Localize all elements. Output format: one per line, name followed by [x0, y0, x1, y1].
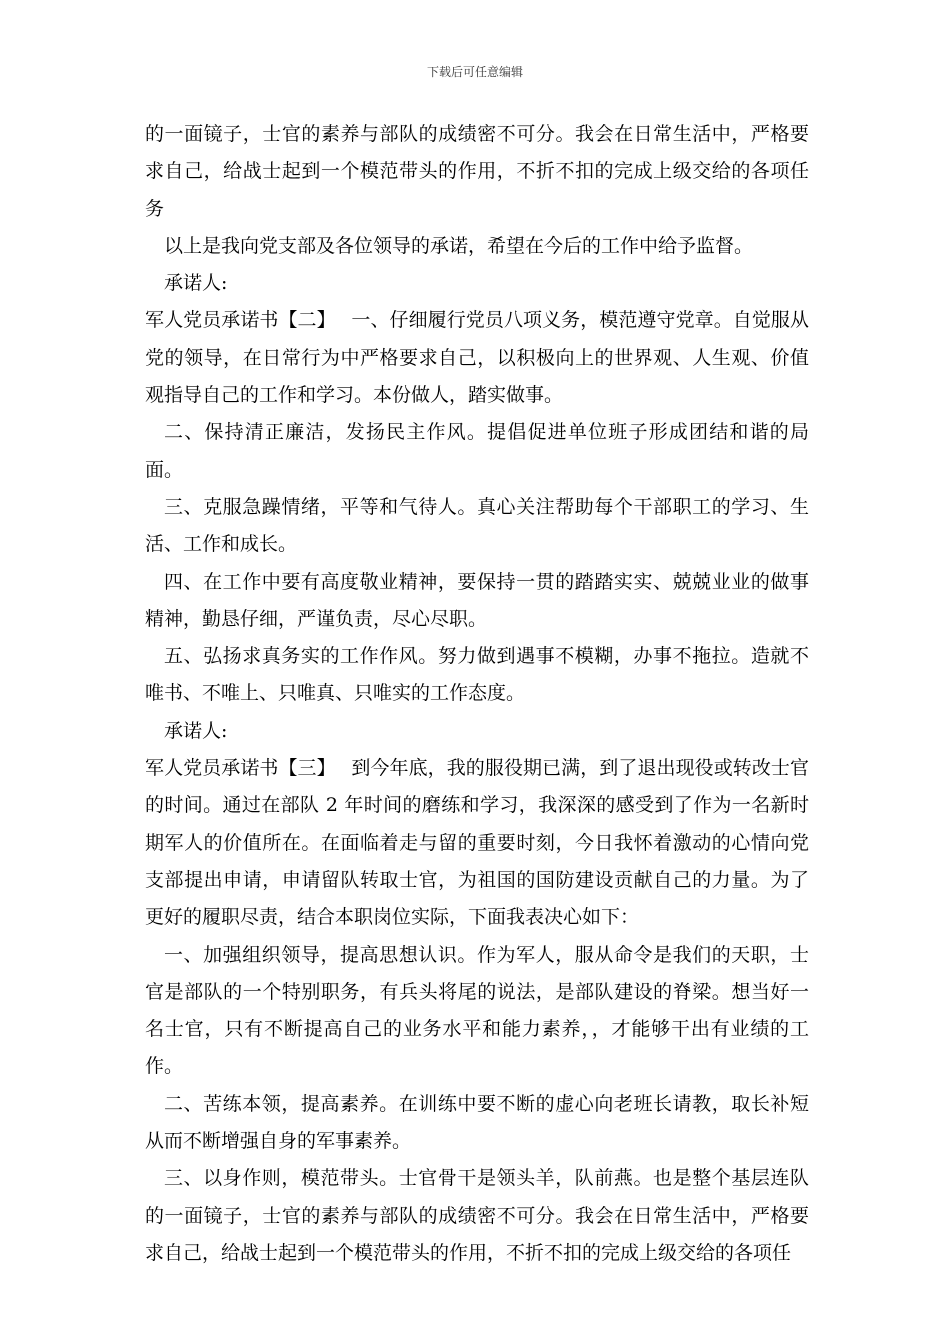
paragraph: 军人党员承诺书【二】 一、仔细履行党员八项义务，模范遵守党章。自觉服从党的领导，在日常行为中严格要求自己，以积极向上的世界观、人生观、价值观指导自己的工作和学习。本份做人，踏实做事。 — [145, 309, 809, 407]
signature-line: 承诺人: — [164, 272, 228, 295]
paragraph: 三、以身作则，模范带头。士官骨干是领头羊，队前燕。也是整个基层连队的一面镜子，士官的素养与部队的成绩密不可分。我会在日常生活中，严格要求自己，给战士起到一个模范带头的作用，不折不扣的完成上级交给的各项任 — [145, 1167, 809, 1264]
paragraph: 一、加强组织领导，提高思想认识。作为军人，服从命令是我们的天职，士官是部队的一个特别职务，有兵头将尾的说法，是部队建设的脊梁。想当好一名士官，只有不断提高自己的业务水平和能力素养，，才能够干出有业绩的工作。 — [145, 943, 809, 1078]
paragraph: 军人党员承诺书【三】 到今年底，我的服役期已满，到了退出现役或转改士官的时间。通过在部队 2 年时间的磨练和学习，我深深的感受到了作为一名新时期军人的价值所在。在面临着走与留的重要时刻，今日我怀着激动的心情向党支部提出申请，申请留队转取士官，为祖国的国防建设贡献自己的力量。为了更好的履职尽责，结合本职岗位实际，下面我表决心如下： — [145, 757, 809, 929]
page-header: 下载后可任意编辑 — [426, 65, 523, 79]
paragraph: 二、苦练本领，提高素养。在训练中要不断的虚心向老班长请教，取长补短从而不断增强自身的军事素养。 — [145, 1092, 809, 1153]
paragraph: 二、保持清正廉洁，发扬民主作风。提倡促进单位班子形成团结和谐的局面。 — [145, 421, 809, 481]
document-body — [145, 116, 809, 1272]
paragraph: 的一面镜子，士官的素养与部队的成绩密不可分。我会在日常生活中，严格要求自己，给战士起到一个模范带头的作用，不折不扣的完成上级交给的各项任务 — [145, 123, 809, 220]
paragraph: 四、在工作中要有高度敬业精神，要保持一贯的踏踏实实、兢兢业业的做事精神，勤恳仔细，严谨负责，尽心尽职。 — [145, 570, 809, 630]
paragraph: 以上是我向党支部及各位领导的承诺，希望在今后的工作中给予监督。 — [164, 234, 754, 257]
paragraph: 三、克服急躁情绪，平等和气待人。真心关注帮助每个干部职工的学习、生活、工作和成长。 — [145, 495, 809, 556]
signature-line: 承诺人: — [164, 719, 228, 742]
paragraph: 五、弘扬求真务实的工作作风。努力做到遇事不模糊，办事不拖拉。造就不唯书、不唯上、只唯真、只唯实的工作态度。 — [145, 645, 809, 705]
